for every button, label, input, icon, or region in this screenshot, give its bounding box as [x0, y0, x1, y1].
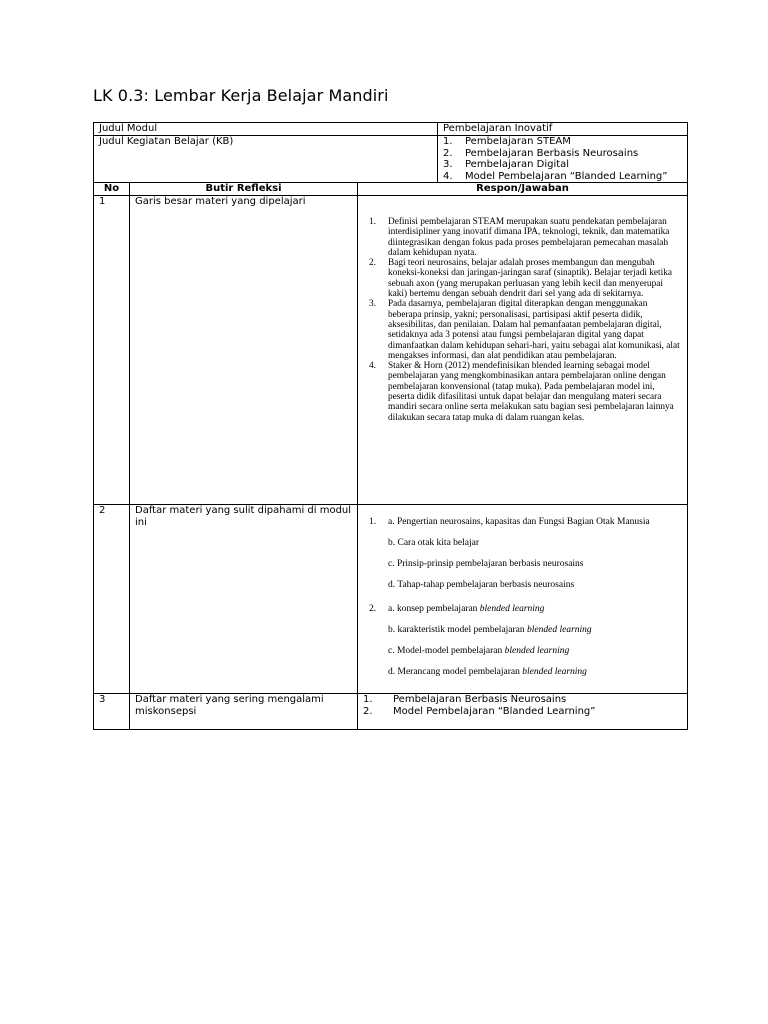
row-butir: Daftar materi yang sering mengalami miskonsepsi — [130, 694, 358, 730]
list-item: 4. Staker & Horn (2012) mendefinisikan blended learning sebagai model pembelajaran yang mengkombinasikan antara pembelajaran online dengan pembelajaran konvensional (tatap muka). Pada pembelajaran model ini, peserta didik difasilitasi untuk dapat belajar dan mengulang materi secara mandiri secara online serta melakukan satu bagian sesi pembelajaran lainnya dilakukan secara tatap muka di dalam ruangan kelas. — [369, 361, 674, 423]
row-answer — [358, 196, 688, 505]
list-item: 1. Pembelajaran STEAM — [443, 136, 571, 147]
difficult-material-list — [363, 517, 682, 688]
list-item: 2. Model Pembelajaran “Blanded Learning” — [363, 705, 596, 717]
list-item: 2. a. konsep pembelajaran blended learning — [369, 604, 545, 614]
list-item: 3. Pembelajaran Digital — [443, 159, 570, 170]
list-item: 4. Model Pembelajaran “Blanded Learning” — [443, 170, 668, 182]
module-row — [94, 123, 688, 136]
misconception-list — [363, 694, 682, 717]
page-title: LK 0.3: Lembar Kerja Belajar Mandiri — [93, 86, 389, 105]
row-answer — [358, 694, 688, 730]
list-item: 1. a. Pengertian neurosains, kapasitas dan Fungsi Bagian Otak Manusia — [369, 517, 650, 527]
list-item: 1. Pembelajaran Berbasis Neurosains — [363, 694, 567, 705]
header-no: No — [94, 183, 130, 196]
judul-kb-label: Judul Kegiatan Belajar (KB) — [94, 136, 438, 183]
list-item: d. Tahap-tahap pembelajaran berbasis neurosains — [388, 580, 575, 590]
header-butir: Butir Refleksi — [130, 183, 358, 196]
table-row — [94, 505, 688, 694]
row-number: 1 — [94, 196, 130, 505]
list-item: b. Cara otak kita belajar — [388, 538, 480, 548]
worksheet-table — [93, 122, 688, 730]
list-item: d. Merancang model pembelajaran blended learning — [388, 667, 587, 677]
list-item: 2. Pembelajaran Berbasis Neurosains — [443, 147, 639, 159]
kb-list — [443, 136, 682, 182]
table-row — [94, 694, 688, 730]
list-item: 2. Bagi teori neurosains, belajar adalah proses membangun dan mengubah koneksi-koneksi dan jaringan-jaringan saraf (sinaptik). Belajar terjadi ketika sebuah axon (yang merupakan perluasan yang lebih kecil dan menyerupai kaki) bertemu dengan sebuah dendrit dari sel yang ada di sekitarnya. — [369, 258, 672, 300]
list-item: c. Model-model pembelajaran blended learning — [388, 646, 570, 656]
list-item: 1. Definisi pembelajaran STEAM merupakan suatu pendekatan pembelajaran interdisipliner yang inovatif dimana IPA, teknologi, teknik, dan matematika diintegrasikan dengan fokus pada proses pembelajaran pemecahan masalah dalam kehidupan nyata. — [369, 217, 670, 258]
row-number: 3 — [94, 694, 130, 730]
row-butir: Daftar materi yang sulit dipahami di modul ini — [130, 505, 358, 694]
judul-modul-value: Pembelajaran Inovatif — [438, 123, 688, 136]
list-item: 3. Pada dasarnya, pembelajaran digital diterapkan dengan menggunakan beberapa prinsip, yakni; personalisasi, partisipasi aktif peserta didik, aksesibilitas, dan penilaian. Dalam hal pemanfaatan pembelajaran digital, setidaknya ada 3 potensi atau fungsi pembelajaran digital yang dapat dimanfaatkan dalam kehidupan sehari-hari, yaitu sebagai alat komunikasi, alat mengakses informasi, dan alat pendidikan atau pembelajaran. — [369, 299, 680, 361]
table-row — [94, 196, 688, 505]
kb-row — [94, 136, 688, 183]
row-number: 2 — [94, 505, 130, 694]
list-item: c. Prinsip-prinsip pembelajaran berbasis neurosains — [388, 559, 584, 569]
kb-list-cell — [438, 136, 688, 183]
row-butir: Garis besar materi yang dipelajari — [130, 196, 358, 505]
table-header — [94, 183, 688, 196]
list-item: b. karakteristik model pembelajaran blended learning — [388, 625, 592, 635]
header-respon: Respon/Jawaban — [358, 183, 688, 196]
row-answer — [358, 505, 688, 694]
answer-list — [363, 217, 682, 423]
judul-modul-label: Judul Modul — [94, 123, 438, 136]
